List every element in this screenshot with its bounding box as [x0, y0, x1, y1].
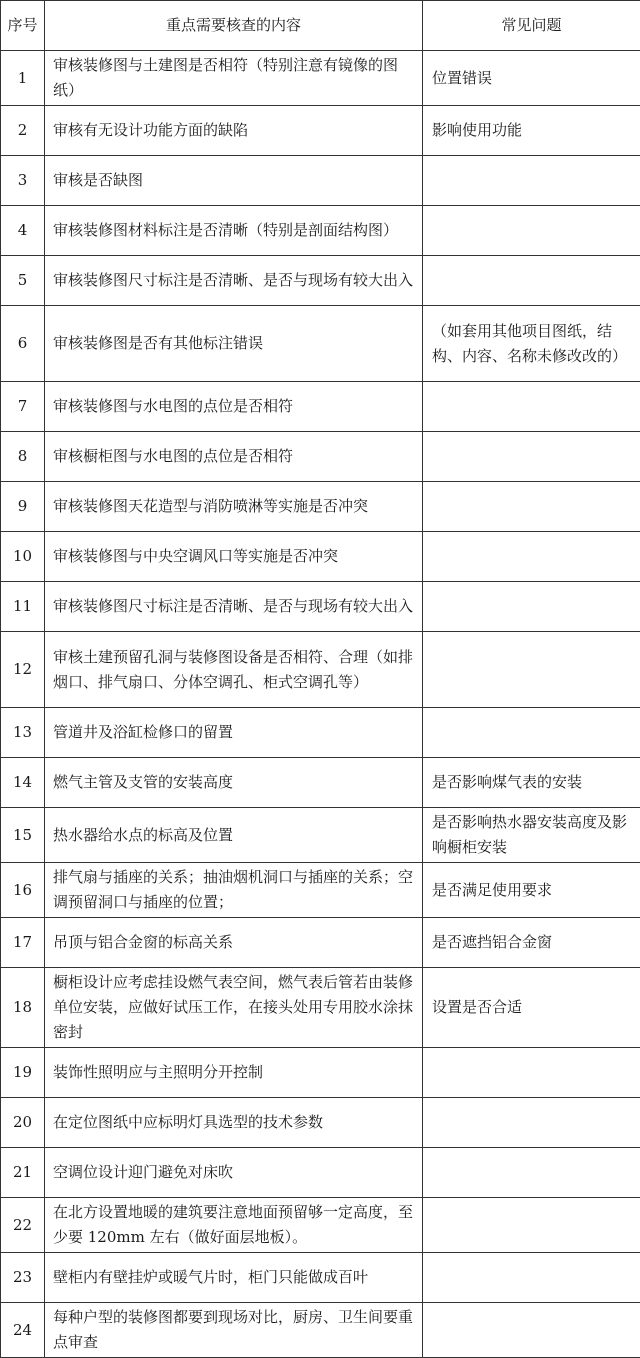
- row-number: 12: [1, 632, 45, 708]
- row-number: 8: [1, 432, 45, 482]
- row-number: 3: [1, 156, 45, 206]
- row-number: 4: [1, 206, 45, 256]
- table-row: [1, 1148, 640, 1198]
- review-item: 在北方设置地暖的建筑要注意地面预留够一定高度，至少要 120mm 左右（做好面层地板）。: [45, 1198, 423, 1253]
- review-item: 燃气主管及支管的安装高度: [45, 758, 423, 808]
- common-issue: [423, 532, 640, 582]
- review-item: 壁柜内有壁挂炉或暖气片时，柜门只能做成百叶: [45, 1253, 423, 1303]
- common-issue: （如套用其他项目图纸，结构、内容、名称未修改改的）: [423, 306, 640, 382]
- row-number: 14: [1, 758, 45, 808]
- common-issue: [423, 1198, 640, 1253]
- row-number: 7: [1, 382, 45, 432]
- table-row: [1, 708, 640, 758]
- header-number: 序号: [1, 1, 45, 51]
- common-issue: 位置错误: [423, 51, 640, 106]
- review-item: 审核土建预留孔洞与装修图设备是否相符、合理（如排烟口、排气扇口、分体空调孔、柜式空调孔等）: [45, 632, 423, 708]
- table-row: [1, 432, 640, 482]
- table-row: [1, 758, 640, 808]
- common-issue: [423, 632, 640, 708]
- row-number: 5: [1, 256, 45, 306]
- table-row: [1, 918, 640, 968]
- review-item: 审核装修图尺寸标注是否清晰、是否与现场有较大出入: [45, 256, 423, 306]
- common-issue: 是否满足使用要求: [423, 863, 640, 918]
- table-row: [1, 106, 640, 156]
- common-issue: 影响使用功能: [423, 106, 640, 156]
- review-item: 审核装修图尺寸标注是否清晰、是否与现场有较大出入: [45, 582, 423, 632]
- review-item: 每种户型的装修图都要到现场对比，厨房、卫生间要重点审查: [45, 1303, 423, 1358]
- row-number: 18: [1, 968, 45, 1048]
- review-item: 装饰性照明应与主照明分开控制: [45, 1048, 423, 1098]
- common-issue: 设置是否合适: [423, 968, 640, 1048]
- common-issue: [423, 1048, 640, 1098]
- row-number: 16: [1, 863, 45, 918]
- table-row: [1, 1303, 640, 1358]
- table-row: [1, 256, 640, 306]
- review-item: 审核装修图是否有其他标注错误: [45, 306, 423, 382]
- row-number: 15: [1, 808, 45, 863]
- common-issue: [423, 1098, 640, 1148]
- common-issue: [423, 256, 640, 306]
- table-row: [1, 1253, 640, 1303]
- row-number: 20: [1, 1098, 45, 1148]
- table-row: [1, 808, 640, 863]
- row-number: 9: [1, 482, 45, 532]
- common-issue: 是否影响热水器安装高度及影响橱柜安装: [423, 808, 640, 863]
- table-row: [1, 968, 640, 1048]
- table-row: [1, 632, 640, 708]
- review-item: 审核装修图与土建图是否相符（特别注意有镜像的图纸）: [45, 51, 423, 106]
- review-item: 在定位图纸中应标明灯具选型的技术参数: [45, 1098, 423, 1148]
- review-item: 管道井及浴缸检修口的留置: [45, 708, 423, 758]
- table-row: [1, 306, 640, 382]
- review-item: 空调位设计迎门避免对床吹: [45, 1148, 423, 1198]
- common-issue: [423, 156, 640, 206]
- review-item: 橱柜设计应考虑挂设燃气表空间，燃气表后管若由装修单位安装，应做好试压工作，在接头处用专用胶水涂抹密封: [45, 968, 423, 1048]
- row-number: 13: [1, 708, 45, 758]
- row-number: 6: [1, 306, 45, 382]
- review-item: 审核装修图天花造型与消防喷淋等实施是否冲突: [45, 482, 423, 532]
- header-review-content: 重点需要核查的内容: [45, 1, 423, 51]
- table-row: [1, 863, 640, 918]
- row-number: 24: [1, 1303, 45, 1358]
- row-number: 21: [1, 1148, 45, 1198]
- table-row: [1, 382, 640, 432]
- review-item: 审核装修图与水电图的点位是否相符: [45, 382, 423, 432]
- common-issue: 是否影响煤气表的安装: [423, 758, 640, 808]
- common-issue: [423, 708, 640, 758]
- header-row: [1, 1, 640, 51]
- review-item: 排气扇与插座的关系；抽油烟机洞口与插座的关系；空调预留洞口与插座的位置；: [45, 863, 423, 918]
- row-number: 2: [1, 106, 45, 156]
- header-common-issues: 常见问题: [423, 1, 640, 51]
- table-row: [1, 51, 640, 106]
- row-number: 11: [1, 582, 45, 632]
- table-row: [1, 1098, 640, 1148]
- row-number: 17: [1, 918, 45, 968]
- common-issue: [423, 582, 640, 632]
- common-issue: [423, 432, 640, 482]
- review-item: 审核橱柜图与水电图的点位是否相符: [45, 432, 423, 482]
- row-number: 1: [1, 51, 45, 106]
- table-row: [1, 482, 640, 532]
- review-item: 吊顶与铝合金窗的标高关系: [45, 918, 423, 968]
- table-row: [1, 582, 640, 632]
- table-row: [1, 206, 640, 256]
- common-issue: [423, 482, 640, 532]
- table-row: [1, 156, 640, 206]
- row-number: 10: [1, 532, 45, 582]
- table-row: [1, 532, 640, 582]
- review-item: 审核装修图与中央空调风口等实施是否冲突: [45, 532, 423, 582]
- review-item: 审核是否缺图: [45, 156, 423, 206]
- common-issue: [423, 1253, 640, 1303]
- row-number: 19: [1, 1048, 45, 1098]
- review-item: 热水器给水点的标高及位置: [45, 808, 423, 863]
- table-row: [1, 1198, 640, 1253]
- common-issue: [423, 1148, 640, 1198]
- common-issue: 是否遮挡铝合金窗: [423, 918, 640, 968]
- review-item: 审核装修图材料标注是否清晰（特别是剖面结构图）: [45, 206, 423, 256]
- row-number: 22: [1, 1198, 45, 1253]
- common-issue: [423, 1303, 640, 1358]
- row-number: 23: [1, 1253, 45, 1303]
- common-issue: [423, 382, 640, 432]
- common-issue: [423, 206, 640, 256]
- table-row: [1, 1048, 640, 1098]
- review-item: 审核有无设计功能方面的缺陷: [45, 106, 423, 156]
